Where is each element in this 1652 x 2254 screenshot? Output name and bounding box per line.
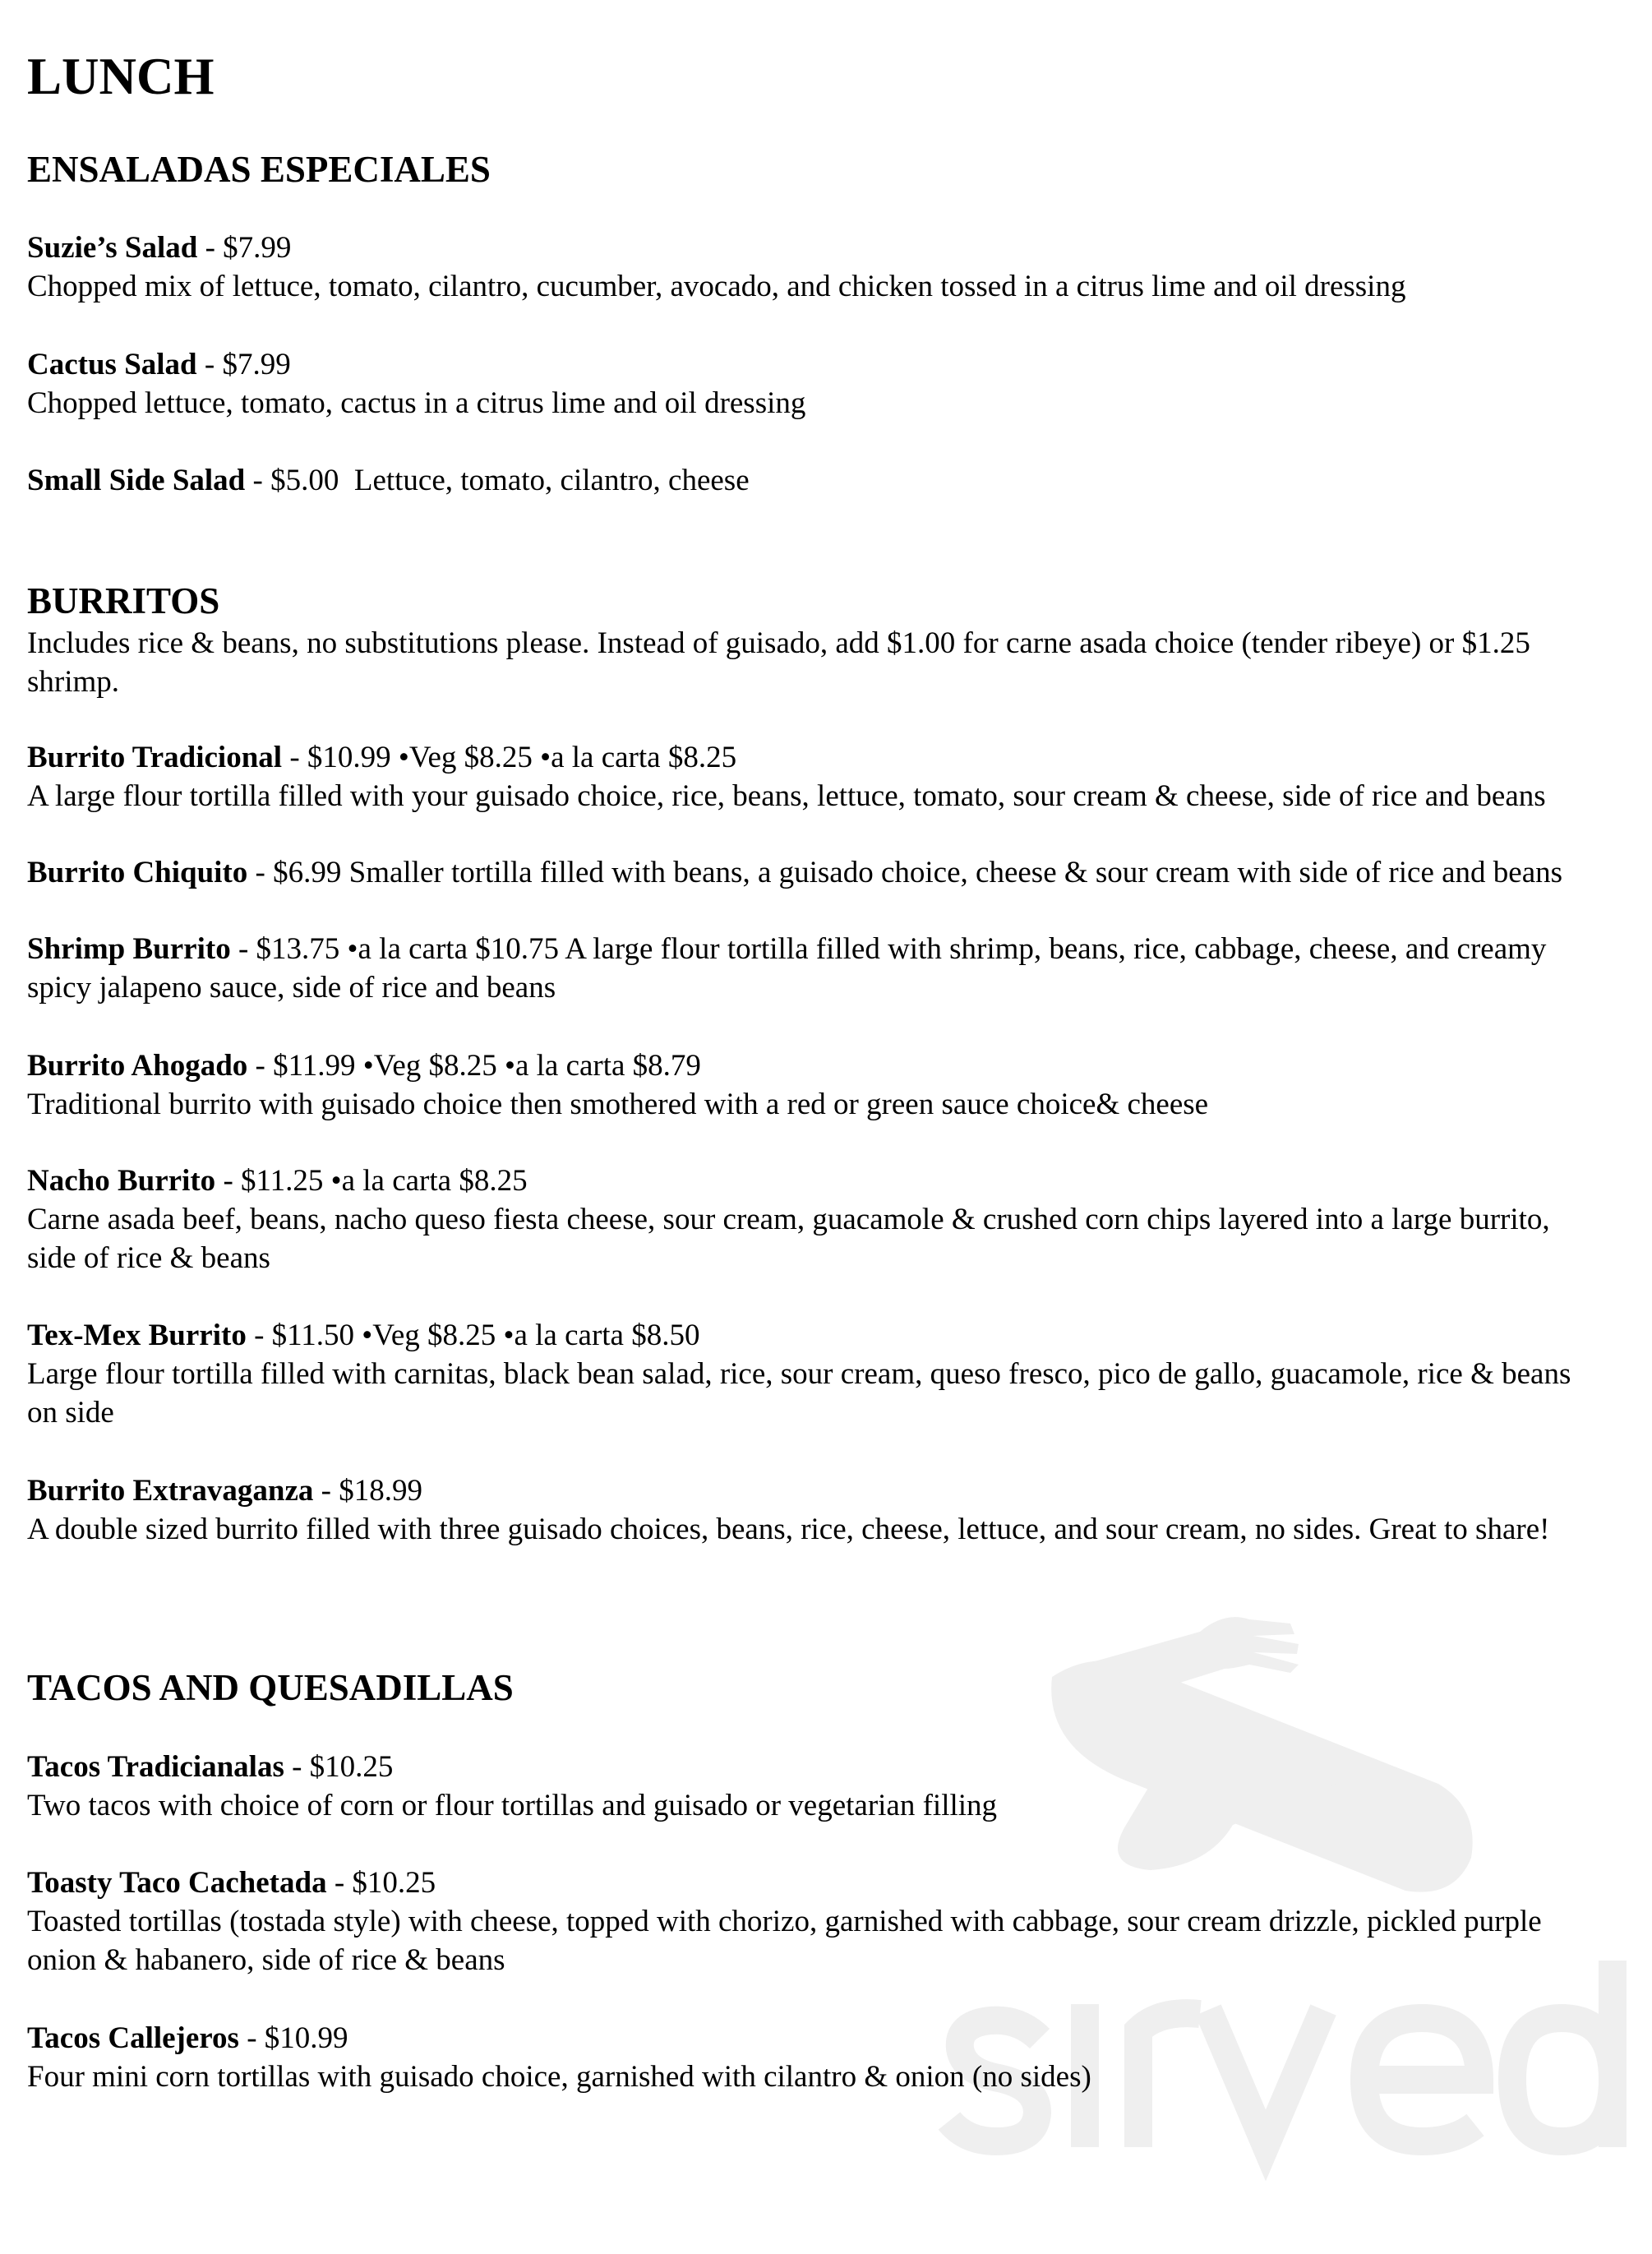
menu-item xyxy=(27,1316,1589,1432)
menu-item xyxy=(27,1046,1589,1124)
item-description: Lettuce, tomato, cilantro, cheese xyxy=(353,464,750,497)
item-name: Toasty Taco Cachetada xyxy=(27,1866,327,1900)
item-description: Smaller tortilla filled with beans, a guisado choice, cheese & sour cream with side of rice and beans xyxy=(348,856,1563,889)
item-name: Shrimp Burrito xyxy=(27,932,231,966)
menu-item xyxy=(27,345,1589,423)
item-price: - $11.50 •Veg $8.25 •a la carta $8.50 xyxy=(246,1319,700,1352)
item-name: Tacos Tradicianalas xyxy=(27,1750,284,1784)
item-price: - $5.00 xyxy=(245,464,339,497)
menu-item xyxy=(27,1162,1589,1277)
item-description: Traditional burrito with guisado choice then smothered with a red or green sauce choice& cheese xyxy=(27,1088,1209,1121)
item-price: - $10.25 xyxy=(326,1866,436,1900)
menu-item xyxy=(27,853,1589,892)
item-description: A large flour tortilla filled with shrimp, beans, rice, cabbage, cheese, and creamy spicy jalapeno sauce, side of rice and beans xyxy=(27,932,1547,1005)
item-description: Chopped lettuce, tomato, cactus in a citrus lime and oil dressing xyxy=(27,386,806,420)
item-price: - $7.99 xyxy=(196,348,291,381)
menu-item xyxy=(27,930,1589,1007)
menu-item xyxy=(27,1471,1589,1549)
page-title: LUNCH xyxy=(27,48,215,105)
menu-item xyxy=(27,738,1589,815)
item-price: - $6.99 xyxy=(247,856,342,889)
item-description: Toasted tortillas (tostada style) with cheese, topped with chorizo, garnished with cabbage, sour cream drizzle, pickled purple onion & habanero, side of rice & beans xyxy=(27,1905,1542,1977)
menu-item xyxy=(27,461,1589,500)
section-note: Includes rice & beans, no substitutions please. Instead of guisado, add $1.00 for carne asada choice (tender ribeye) or $1.25 shrimp. xyxy=(27,626,1530,699)
item-price: - $10.99 •Veg $8.25 •a la carta $8.25 xyxy=(282,741,737,774)
item-description: A double sized burrito filled with three guisado choices, beans, rice, cheese, lettuce, and sour cream, no sides. Great to share! xyxy=(27,1513,1550,1546)
item-price: - $13.75 •a la carta $10.75 xyxy=(230,932,559,966)
menu-item xyxy=(27,2019,1589,2096)
menu-item xyxy=(27,1748,1589,1825)
section-heading-ensaladas: ENSALADAS ESPECIALES xyxy=(27,149,491,190)
section-heading-burritos: BURRITOS xyxy=(27,580,220,621)
item-name: Burrito Ahogado xyxy=(27,1049,248,1083)
section-heading-tacos: TACOS AND QUESADILLAS xyxy=(27,1667,514,1708)
item-name: Tacos Callejeros xyxy=(27,2021,239,2055)
item-name: Suzie’s Salad xyxy=(27,231,198,265)
item-price: - $7.99 xyxy=(197,231,292,265)
item-name: Burrito Tradicional xyxy=(27,741,283,774)
item-description: Large flour tortilla filled with carnitas, black bean salad, rice, sour cream, queso fresco, pico de gallo, guacamole, rice & beans on side xyxy=(27,1357,1571,1430)
item-description: Carne asada beef, beans, nacho queso fiesta cheese, sour cream, guacamole & crushed corn chips layered into a large burrito, side of rice & beans xyxy=(27,1203,1550,1275)
item-price: - $11.25 •a la carta $8.25 xyxy=(215,1164,528,1198)
item-description: Two tacos with choice of corn or flour tortillas and guisado or vegetarian filling xyxy=(27,1789,998,1822)
item-price: - $10.25 xyxy=(284,1750,394,1784)
item-name: Burrito Extravaganza xyxy=(27,1474,314,1508)
menu-item xyxy=(27,1864,1589,1979)
item-name: Nacho Burrito xyxy=(27,1164,216,1198)
item-description: A large flour tortilla filled with your guisado choice, rice, beans, lettuce, tomato, sour cream & cheese, side of rice and beans xyxy=(27,779,1546,813)
item-price: - $18.99 xyxy=(313,1474,422,1508)
item-name: Tex-Mex Burrito xyxy=(27,1319,247,1352)
item-price: - $11.99 •Veg $8.25 •a la carta $8.79 xyxy=(247,1049,701,1083)
item-name: Small Side Salad xyxy=(27,464,246,497)
item-price: - $10.99 xyxy=(238,2021,348,2055)
item-name: Cactus Salad xyxy=(27,348,197,381)
item-description: Four mini corn tortillas with guisado choice, garnished with cilantro & onion (no sides) xyxy=(27,2060,1091,2094)
item-description: Chopped mix of lettuce, tomato, cilantro, cucumber, avocado, and chicken tossed in a citrus lime and oil dressing xyxy=(27,270,1406,303)
item-name: Burrito Chiquito xyxy=(27,856,248,889)
menu-item xyxy=(27,229,1589,306)
